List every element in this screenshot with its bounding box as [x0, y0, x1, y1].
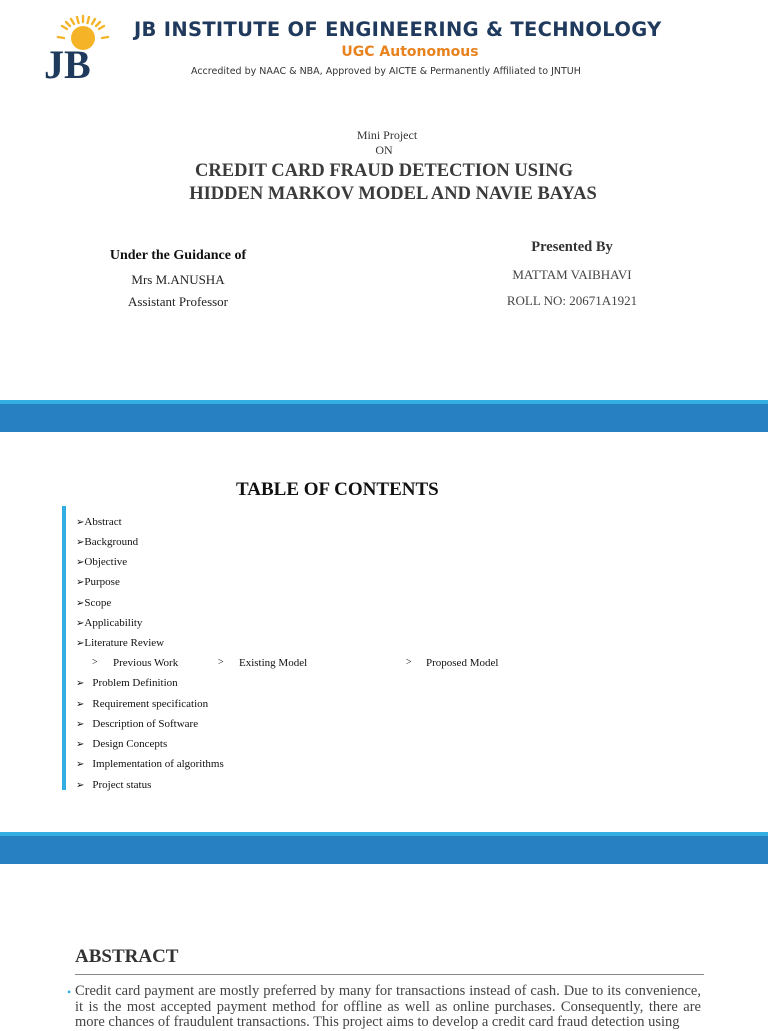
project-title-line2: HIDDEN MARKOV MODEL AND NAVIE BAYAS [189, 184, 597, 204]
guide-designation: Assistant Professor [127, 294, 229, 309]
toc-item-label: Design Concepts [92, 738, 168, 750]
project-title [0, 160, 768, 206]
toc-item-label: Abstract [84, 516, 122, 528]
slide-divider-band [0, 400, 768, 432]
presenter-roll: ROLL NO: 20671A1921 [506, 293, 638, 308]
arrow-bullet-icon: ➢ [76, 557, 85, 568]
abstract-rule [75, 974, 704, 975]
guide-name: Mrs M.ANUSHA [131, 272, 225, 287]
accreditation-line: Accredited by NAAC & NBA, Approved by AICTE & Permanently Affiliated to JNTUH [191, 66, 581, 77]
presenter-name: MATTAM VAIBHAVI [512, 267, 632, 282]
toc-item [76, 635, 164, 651]
guidance-heading: Under the Guidance of [109, 248, 247, 263]
toc-item [76, 514, 122, 530]
toc-item-label: Requirement specification [92, 698, 209, 710]
arrow-bullet-icon: ➢ [76, 598, 85, 609]
toc-item-label: Background [84, 536, 139, 548]
arrow-bullet-icon: ➢ [76, 638, 85, 649]
institute-name: JB INSTITUTE OF ENGINEERING & TECHNOLOGY [134, 18, 662, 41]
sub-arrow-icon: > [218, 657, 224, 668]
toc-item [76, 756, 224, 772]
toc-subitem-label: Previous Work [113, 657, 179, 669]
arrow-bullet-icon: ➢ [76, 780, 85, 791]
toc-subitem-label: Proposed Model [426, 657, 499, 669]
arrow-bullet-icon: ➢ [76, 577, 85, 588]
sub-arrow-icon: > [406, 657, 412, 668]
toc-subitem-label: Existing Model [239, 657, 308, 669]
toc-item [76, 675, 178, 691]
project-on: ON [375, 143, 393, 157]
sub-arrow-icon: > [92, 657, 98, 668]
svg-text:JB: JB [44, 42, 91, 82]
toc-item-label: Purpose [84, 576, 120, 588]
bullet-dot-icon: • [67, 985, 72, 999]
toc-item-label: Description of Software [92, 718, 199, 730]
toc-item [76, 615, 142, 631]
arrow-bullet-icon: ➢ [76, 678, 85, 689]
ugc-status: UGC Autonomous [341, 44, 479, 60]
toc-item [76, 696, 208, 712]
toc-item [76, 595, 111, 611]
toc-item [76, 736, 167, 752]
toc-item-label: Literature Review [84, 637, 165, 649]
project-subtitle: Mini Project [356, 128, 418, 142]
toc-item-label: Problem Definition [92, 677, 178, 689]
arrow-bullet-icon: ➢ [76, 719, 85, 730]
abstract-title: ABSTRACT [75, 946, 179, 967]
toc-item-label: Implementation of algorithms [92, 758, 224, 770]
toc-item [76, 554, 127, 570]
toc-item-label: Applicability [84, 617, 143, 629]
abstract-text: Credit card payment are mostly preferred by many for transactions instead of cash. Due to its convenience, it is the most accepted payment method for offline as well as online purchases. Consequently, there are more chances of fraudulent transactions. This project aims to develop a credit card fraud detection using [75, 983, 701, 1030]
toc-item [76, 574, 120, 590]
toc-accent-bar [62, 506, 66, 790]
arrow-bullet-icon: ➢ [76, 618, 85, 629]
arrow-bullet-icon: ➢ [76, 537, 85, 548]
presenter-heading: Presented By [531, 239, 613, 255]
slide-divider-band [0, 832, 768, 864]
toc-item-label: Objective [84, 556, 128, 568]
arrow-bullet-icon: ➢ [76, 739, 85, 750]
arrow-bullet-icon: ➢ [76, 759, 85, 770]
toc-item [76, 777, 151, 793]
project-title-line1: CREDIT CARD FRAUD DETECTION USING [195, 161, 573, 181]
arrow-bullet-icon: ➢ [76, 699, 85, 710]
toc-item [76, 716, 198, 732]
toc-title: TABLE OF CONTENTS [236, 479, 439, 500]
toc-item [76, 534, 138, 550]
toc-item-label: Scope [84, 597, 112, 609]
toc-item-label: Project status [92, 779, 152, 791]
toc-subitems [76, 655, 536, 671]
arrow-bullet-icon: ➢ [76, 517, 85, 528]
